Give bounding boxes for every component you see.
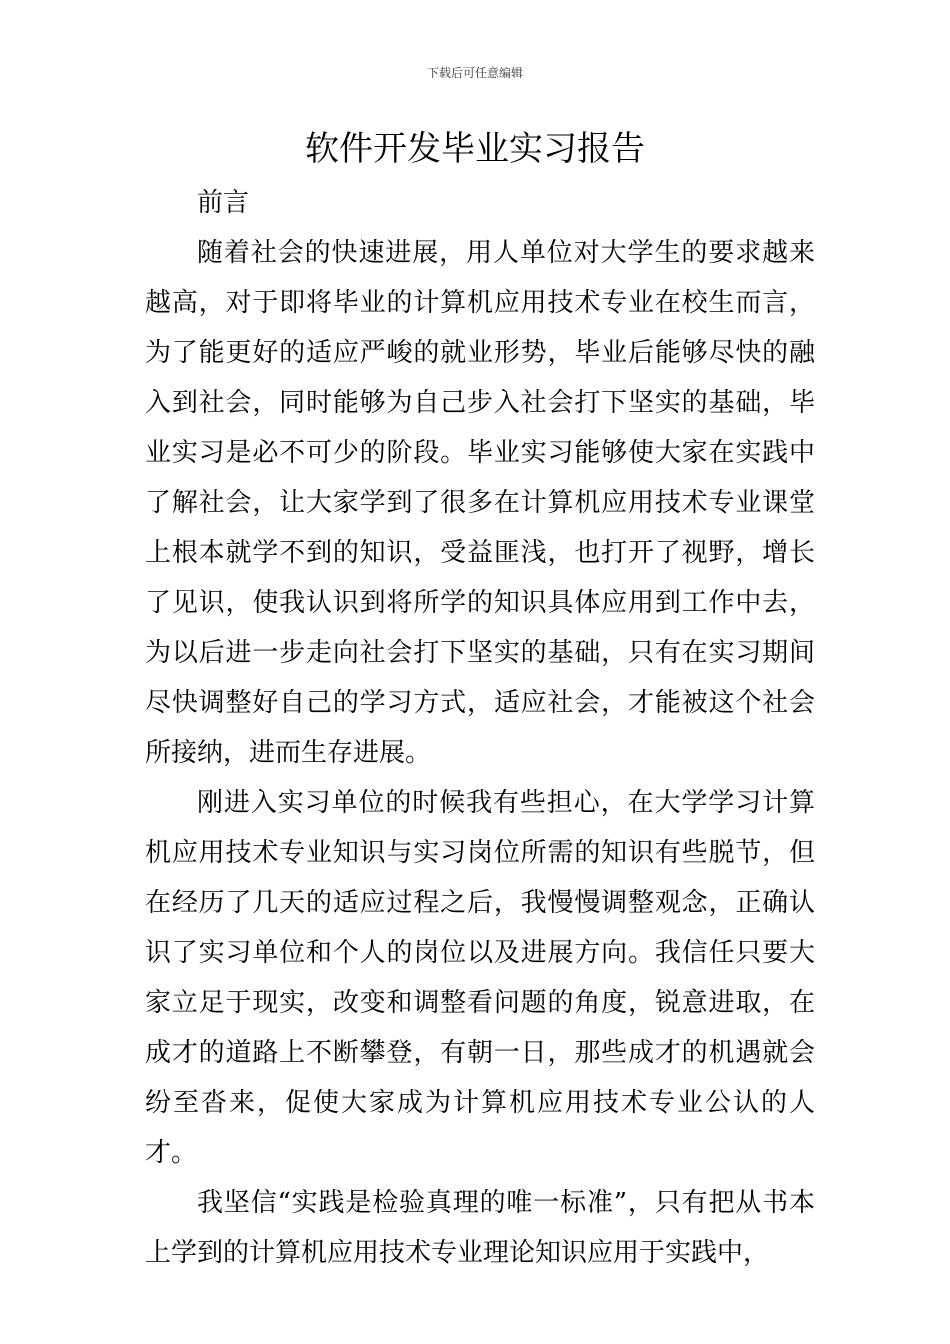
document-body (145, 178, 815, 1278)
preface-heading: 前言 (197, 188, 250, 218)
header-note: 下载后可任意编辑 (426, 66, 523, 80)
paragraph-2: 刚进入实习单位的时候我有些担心，在大学学习计算机应用技术专业知识与实习岗位所需的知识有些脱节，但在经历了几天的适应过程之后，我慢慢调整观念，正确认识了实习单位和个人的岗位以及进展方向。我信任只要大家立足于现实，改变和调整看问题的角度，锐意进取，在成才的道路上不断攀登，有朝一日，那些成才的机遇就会纷至沓来，促使大家成为计算机应用技术专业公认的人才。 (145, 788, 815, 1168)
paragraph-1: 随着社会的快速进展，用人单位对大学生的要求越来越高，对于即将毕业的计算机应用技术专业在校生而言，为了能更好的适应严峻的就业形势，毕业后能够尽快的融入到社会，同时能够为自己步入社会打下坚实的基础，毕业实习是必不可少的阶段。毕业实习能够使大家在实践中了解社会，让大家学到了很多在计算机应用技术专业课堂上根本就学不到的知识，受益匪浅，也打开了视野，增长了见识，使我认识到将所学的知识具体应用到工作中去，为以后进一步走向社会打下坚实的基础，只有在实习期间尽快调整好自己的学习方式，适应社会，才能被这个社会所接纳，进而生存进展。 (145, 238, 815, 768)
paragraph-3: 我坚信“实践是检验真理的唯一标准”，只有把从书本上学到的计算机应用技术专业理论知识应用于实践中， (145, 1188, 815, 1268)
document-title: 软件开发毕业实习报告 (305, 129, 645, 169)
